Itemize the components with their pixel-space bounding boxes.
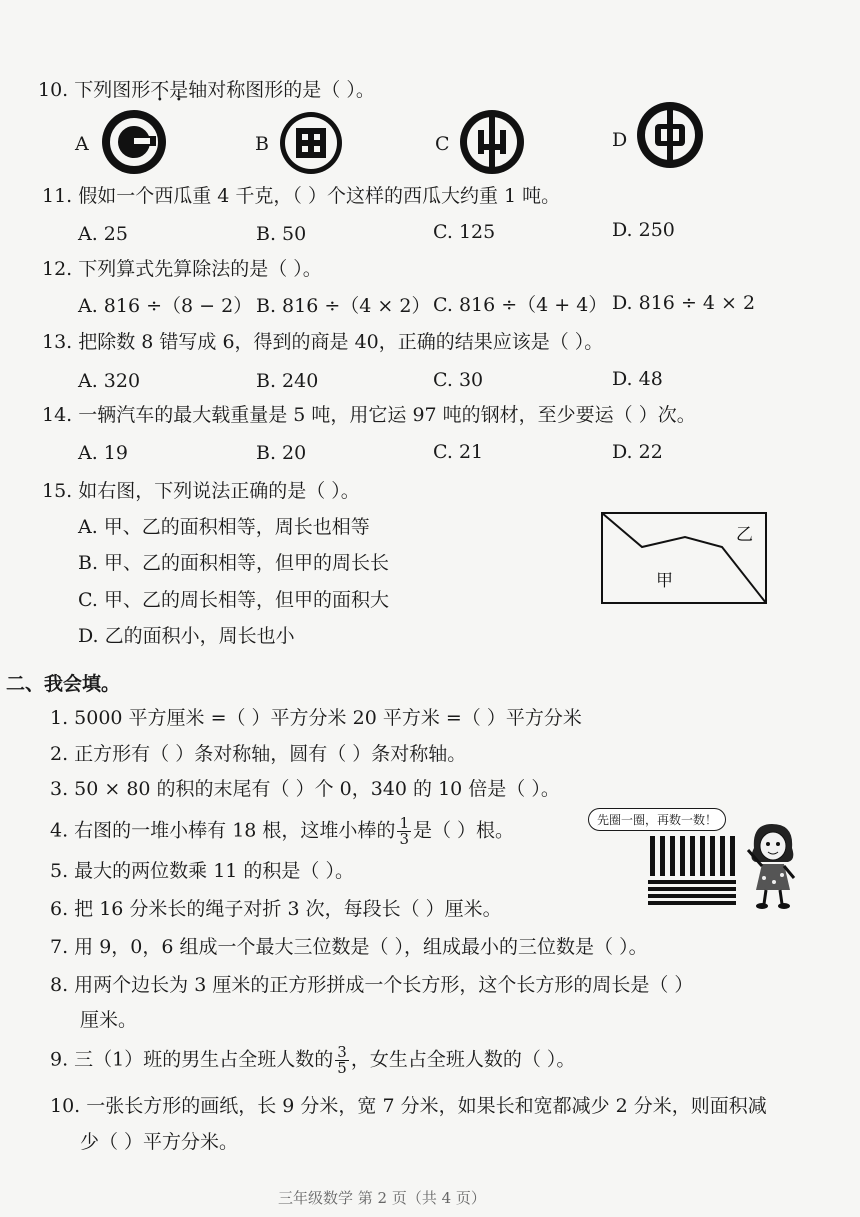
fill-3: 3. 50 × 80 的积的末尾有（ ）个 0，340 的 10 倍是（ ）。 [50,778,560,800]
q15-option-a[interactable]: A. 甲、乙的面积相等，周长也相等 [78,516,370,538]
q13-option-b[interactable]: B. 240 [256,370,319,392]
q14-option-a[interactable]: A. 19 [78,442,128,464]
figure-label-jia: 甲 [656,571,673,591]
q11-option-a[interactable]: A. 25 [78,223,128,245]
fill-7: 7. 用 9，0，6 组成一个最大三位数是（ ），组成最小的三位数是（ ）。 [50,936,648,958]
question-15: 15. 如右图，下列说法正确的是（ ）。 [42,480,360,502]
q12-option-a[interactable]: A. 816 ÷（8 − 2） [78,295,253,317]
fill-10-continued: 少（ ）平方分米。 [80,1131,239,1153]
bank-of-china-logo-icon [635,100,705,170]
q10-option-c-letter[interactable]: C [435,133,450,155]
fill-2: 2. 正方形有（ ）条对称轴，圆有（ ）条对称轴。 [50,743,467,765]
q14-option-c[interactable]: C. 21 [433,441,484,463]
bank-logo-a-icon [100,108,168,176]
page-footer: 三年级数学 第 2 页（共 4 页） [278,1189,486,1207]
q11-option-b[interactable]: B. 50 [256,223,307,245]
q11-option-d[interactable]: D. 250 [612,219,675,241]
q12-option-b[interactable]: B. 816 ÷（4 × 2） [256,295,431,317]
q12-option-d[interactable]: D. 816 ÷ 4 × 2 [612,292,756,314]
fill-10: 10. 一张长方形的画纸，长 9 分米，宽 7 分米，如果长和宽都减少 2 分米，则面积减 [50,1095,767,1117]
q12-option-c[interactable]: C. 816 ÷（4 + 4） [433,294,608,316]
q13-option-c[interactable]: C. 30 [433,369,484,391]
fill-6: 6. 把 16 分米长的绳子对折 3 次，每段长（ ）厘米。 [50,898,502,920]
question-13: 13. 把除数 8 错写成 6，得到的商是 40，正确的结果应该是（ ）。 [42,331,604,353]
section-2-title: 二、我会填。 [6,673,121,695]
hint-speech-bubble: 先圈一圈，再数一数！ [588,808,726,831]
question-11: 11. 假如一个西瓜重 4 千克，（ ）个这样的西瓜大约重 1 吨。 [42,185,561,207]
fraction-one-third: $\frac{1}{3}$ [399,814,409,848]
sticks-pile-figure [648,836,738,906]
q15-option-d[interactable]: D. 乙的面积小，周长也小 [78,625,295,647]
fill-1: 1. 5000 平方厘米 =（ ）平方分米 20 平方米 =（ ）平方分米 [50,707,582,729]
fill-8-continued: 厘米。 [80,1009,138,1031]
question-10: 10. 下列图形不是轴对称图形的是（ ）。 [38,79,375,101]
fraction-three-fifths: $\frac{3}{5}$ [337,1043,347,1077]
q11-option-c[interactable]: C. 125 [433,221,496,243]
q14-option-b[interactable]: B. 20 [256,442,307,464]
girl-cartoon-icon [742,820,802,910]
q15-option-b[interactable]: B. 甲、乙的面积相等，但甲的周长长 [78,552,390,574]
question-14: 14. 一辆汽车的最大载重量是 5 吨，用它运 97 吨的钢材，至少要运（ ）次。 [42,404,696,426]
question-12: 12. 下列算式先算除法的是（ ）。 [42,258,322,280]
agricultural-bank-logo-icon [458,108,526,176]
bank-logo-b-icon [278,110,344,176]
q10-option-d-letter[interactable]: D [612,129,628,151]
fill-5: 5. 最大的两位数乘 11 的积是（ ）。 [50,860,354,882]
q14-option-d[interactable]: D. 22 [612,441,663,463]
fill-4: 4. 右图的一堆小棒有 18 根，这堆小棒的 $\frac{1}{3}$ 是（ ）根。 [50,814,515,848]
fill-8: 8. 用两个边长为 3 厘米的正方形拼成一个长方形，这个长方形的周长是（ ） [50,974,694,996]
q10-option-a-letter[interactable]: A [75,133,89,155]
q13-option-d[interactable]: D. 48 [612,368,663,390]
q13-option-a[interactable]: A. 320 [78,370,141,392]
fill-9: 9. 三（1）班的男生占全班人数的 $\frac{3}{5}$ ，女生占全班人数的（ ）。 [50,1043,576,1077]
area-perimeter-figure [600,510,770,606]
q15-option-c[interactable]: C. 甲、乙的周长相等，但甲的面积大 [78,589,389,611]
figure-label-yi: 乙 [736,525,753,545]
q10-option-b-letter[interactable]: B [255,133,269,155]
